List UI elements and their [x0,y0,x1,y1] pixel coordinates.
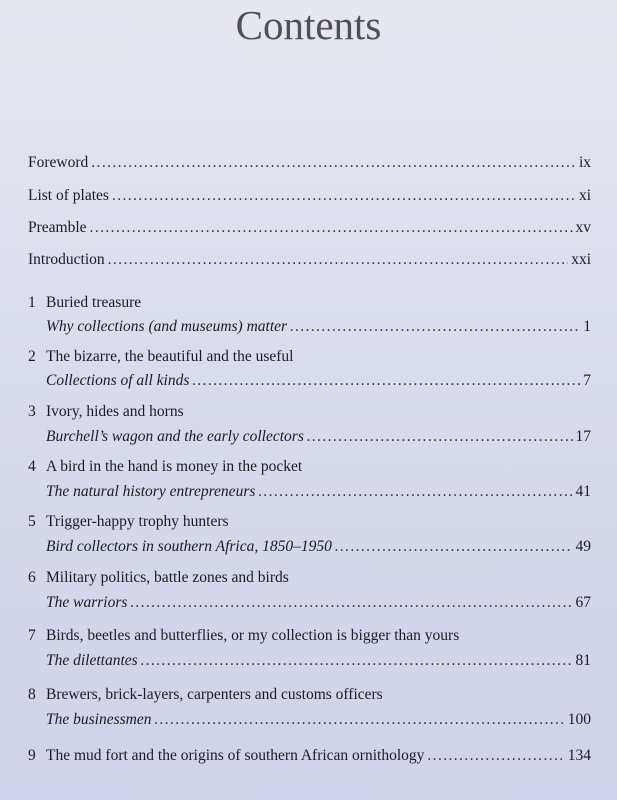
chapter-7-subtitle[interactable] [46,651,591,671]
chapter-title: Birds, beetles and butterflies, or my collection is bigger than yours [46,627,460,644]
chapter-8-title[interactable] [28,685,591,705]
dot-leader [154,710,564,730]
page-title: Contents [235,2,382,48]
chapter-number: 9 [28,747,36,764]
chapter-5-title[interactable] [28,512,591,532]
chapter-9-title[interactable] [28,746,591,766]
chapter-2-subtitle[interactable] [46,371,591,391]
toc-entry-page: xxi [571,251,591,268]
chapter-7-title[interactable] [28,626,591,646]
dot-leader [108,250,569,270]
chapter-page: 49 [575,538,591,555]
dot-leader [335,537,573,557]
dot-leader [91,153,576,173]
toc-entry-page: xi [578,187,591,204]
chapter-page: 67 [575,594,591,611]
chapter-page: 7 [583,372,591,389]
toc-entry-list-of-plates[interactable] [28,186,591,206]
chapter-page: 100 [567,711,591,728]
chapter-number: 7 [28,627,36,644]
chapter-title: A bird in the hand is money in the pocket [46,458,303,475]
chapter-1-title[interactable] [28,293,591,313]
dot-leader [258,482,572,502]
chapter-6-subtitle[interactable] [46,593,591,613]
chapter-title: Military politics, battle zones and birds [46,569,289,586]
chapter-title: The mud fort and the origins of southern African ornithology [46,747,425,764]
chapter-4-subtitle[interactable] [46,482,591,502]
toc-entry-preamble[interactable] [28,218,591,238]
chapter-4-title[interactable] [28,457,591,477]
chapter-number: 1 [28,294,36,311]
toc-entry-label: Introduction [28,251,105,268]
dot-leader [90,218,573,238]
toc-entry-foreword[interactable] [28,153,591,173]
chapter-3-subtitle[interactable] [46,427,591,447]
chapter-2-title[interactable] [28,347,591,367]
toc-entry-introduction[interactable] [28,250,591,270]
dot-leader [427,746,564,766]
toc-entry-label: List of plates [28,187,109,204]
chapter-8-subtitle[interactable] [46,710,591,730]
chapter-subtitle: Collections of all kinds [46,372,190,389]
chapter-page: 134 [567,747,591,764]
chapter-subtitle: The businessmen [46,711,152,728]
chapter-subtitle: Bird collectors in southern Africa, 1850–1950 [46,538,332,555]
dot-leader [141,651,573,671]
toc-entry-page: xv [575,219,591,236]
chapter-title: Trigger-happy trophy hunters [46,513,229,530]
chapter-5-subtitle[interactable] [46,537,591,557]
chapter-page: 41 [575,483,591,500]
toc-entry-page: ix [578,154,591,171]
chapter-title-line [28,746,424,766]
chapter-page: 17 [575,428,591,445]
chapter-subtitle: The dilettantes [46,652,138,669]
chapter-page: 1 [583,318,591,335]
chapter-subtitle: Burchell’s wagon and the early collectors [46,428,304,445]
dot-leader [192,371,580,391]
chapter-subtitle: Why collections (and museums) matter [46,318,288,335]
chapter-title: The bizarre, the beautiful and the useful [46,348,294,365]
toc-entry-label: Foreword [28,154,89,171]
chapter-number: 6 [28,569,36,586]
chapter-3-title[interactable] [28,402,591,422]
chapter-subtitle: The natural history entrepreneurs [46,483,256,500]
dot-leader [290,317,580,337]
chapter-page: 81 [575,652,591,669]
dot-leader [307,427,573,447]
chapter-number: 8 [28,686,36,703]
chapter-6-title[interactable] [28,568,591,588]
chapter-title: Buried treasure [46,294,142,311]
dot-leader [130,593,572,613]
toc-entry-label: Preamble [28,219,87,236]
chapter-title: Brewers, brick-layers, carpenters and customs officers [46,686,383,703]
chapter-number: 5 [28,513,36,530]
chapter-number: 2 [28,348,36,365]
dot-leader [112,186,576,206]
chapter-number: 3 [28,403,36,420]
chapter-number: 4 [28,458,36,475]
chapter-title: Ivory, hides and horns [46,403,184,420]
chapter-1-subtitle[interactable] [46,317,591,337]
chapter-subtitle: The warriors [46,594,128,611]
